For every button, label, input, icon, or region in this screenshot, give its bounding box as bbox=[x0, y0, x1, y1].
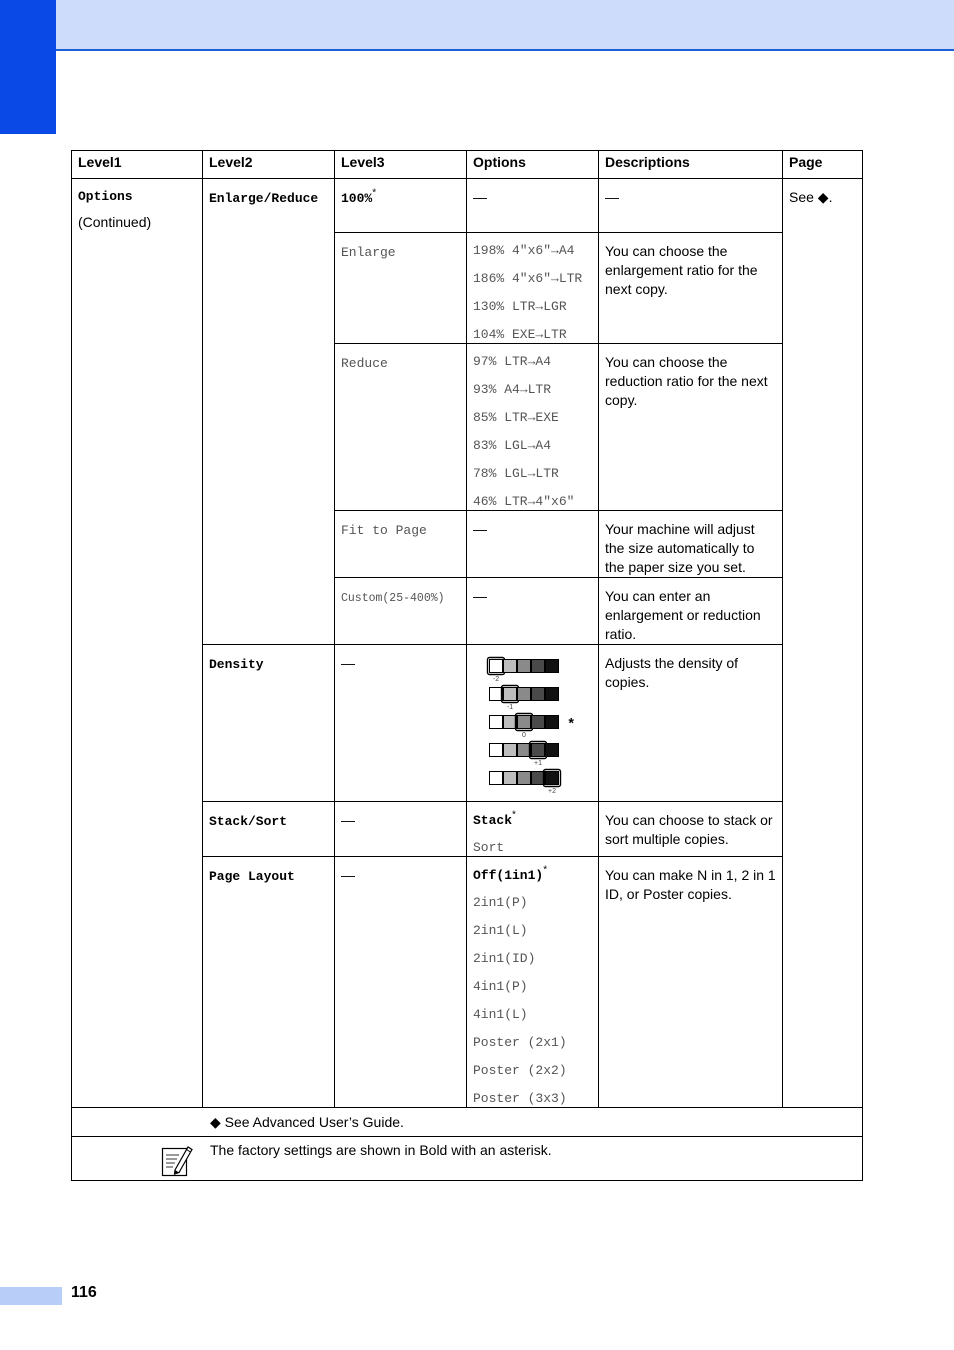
density-level-2 bbox=[490, 686, 559, 712]
options-cell bbox=[467, 802, 599, 857]
desc-cell: You can choose the reduction ratio for the next copy. bbox=[599, 344, 783, 511]
option-item: 93% A4→LTR bbox=[473, 382, 552, 397]
level3-reduce: Reduce bbox=[341, 356, 388, 371]
density-cell bbox=[504, 660, 517, 673]
density-cell bbox=[532, 716, 545, 729]
option-item: 4in1(P) bbox=[473, 979, 528, 994]
density-cell bbox=[490, 688, 503, 701]
density-level-1 bbox=[488, 658, 559, 684]
level3-cell bbox=[335, 802, 467, 857]
density-cell bbox=[490, 716, 503, 729]
level3-100: 100% bbox=[341, 191, 373, 206]
col-header-descriptions: Descriptions bbox=[599, 151, 783, 179]
default-asterisk: * bbox=[372, 187, 377, 199]
density-cell bbox=[546, 716, 559, 729]
desc-dash: — bbox=[605, 189, 619, 205]
option-item: 85% LTR→EXE bbox=[473, 410, 559, 425]
desc-cell: You can choose the enlargement ratio for the next copy. bbox=[599, 233, 783, 344]
level2-page-layout: Page Layout bbox=[209, 869, 295, 884]
density-cell bbox=[504, 772, 517, 785]
density-cell bbox=[518, 744, 531, 757]
option-dash: — bbox=[473, 521, 487, 537]
option-item: 46% LTR→4"x6" bbox=[473, 494, 575, 509]
default-asterisk: * bbox=[512, 809, 516, 821]
density-cell bbox=[504, 688, 517, 701]
level2-density: Density bbox=[209, 657, 264, 672]
header-band bbox=[0, 0, 954, 51]
footer-band bbox=[0, 1287, 62, 1305]
density-cell bbox=[518, 688, 531, 701]
density-label: 0 bbox=[522, 732, 526, 739]
density-level-3 bbox=[490, 714, 576, 740]
level2-enlarge-reduce: Enlarge/Reduce bbox=[209, 191, 319, 206]
option-item: 4in1(L) bbox=[473, 1007, 528, 1022]
settings-table bbox=[71, 150, 863, 1181]
option-dash: — bbox=[473, 588, 487, 604]
density-label: +1 bbox=[534, 760, 542, 767]
density-cell bbox=[532, 772, 545, 785]
level3-cell bbox=[335, 857, 467, 1108]
density-label: +2 bbox=[548, 788, 556, 795]
density-cell bbox=[490, 772, 503, 785]
density-cell bbox=[546, 772, 559, 785]
density-cell bbox=[532, 744, 545, 757]
option-item: Poster (2x1) bbox=[473, 1035, 567, 1050]
level2-cell bbox=[203, 857, 335, 1108]
option-item: 2in1(P) bbox=[473, 895, 528, 910]
level3-cell bbox=[335, 344, 467, 511]
option-item: 130% LTR→LGR bbox=[473, 299, 567, 314]
density-cell bbox=[546, 744, 559, 757]
option-item: 186% 4"x6"→LTR bbox=[473, 271, 583, 286]
option-item: Poster (2x2) bbox=[473, 1063, 567, 1078]
density-label: -2 bbox=[492, 676, 500, 683]
level3-dash: — bbox=[341, 655, 355, 671]
desc-cell: You can make N in 1, 2 in 1 ID, or Poster copies. bbox=[599, 857, 783, 1108]
level3-cell bbox=[335, 233, 467, 344]
option-item bbox=[473, 809, 592, 840]
density-level-5 bbox=[490, 770, 561, 796]
density-cell bbox=[532, 660, 545, 673]
density-cell bbox=[504, 744, 517, 757]
density-cell bbox=[518, 772, 531, 785]
col-header-page: Page bbox=[783, 151, 863, 179]
note-pencil-icon bbox=[160, 1144, 194, 1177]
level3-fit-to-page: Fit to Page bbox=[341, 523, 427, 538]
density-cell bbox=[490, 744, 503, 757]
density-scale-icon bbox=[481, 649, 591, 799]
options-cell bbox=[467, 179, 599, 233]
level3-dash: — bbox=[341, 867, 355, 883]
note-row-advanced bbox=[72, 1108, 863, 1137]
option-item bbox=[473, 864, 592, 895]
options-cell bbox=[467, 857, 599, 1108]
option-stack: Stack bbox=[473, 813, 513, 828]
density-cell bbox=[546, 688, 559, 701]
density-cell bbox=[504, 716, 517, 729]
factory-settings-note bbox=[72, 1137, 863, 1181]
level3-custom: Custom(25-400%) bbox=[341, 592, 445, 605]
level3-cell bbox=[335, 645, 467, 802]
density-level-4 bbox=[490, 742, 559, 768]
level2-stack-sort: Stack/Sort bbox=[209, 814, 288, 829]
col-header-level2: Level2 bbox=[203, 151, 335, 179]
level2-cell bbox=[203, 179, 335, 645]
level1-name: Options bbox=[78, 189, 133, 204]
option-item: 2in1(ID) bbox=[473, 951, 536, 966]
option-item: 104% EXE→LTR bbox=[473, 327, 567, 342]
level3-dash: — bbox=[341, 812, 355, 828]
table-header-row bbox=[72, 151, 863, 179]
density-cell bbox=[518, 716, 531, 729]
note-row-factory bbox=[72, 1137, 863, 1181]
desc-cell: You can choose to stack or sort multiple copies. bbox=[599, 802, 783, 857]
option-off: Off(1in1) bbox=[473, 868, 544, 883]
col-header-level1: Level1 bbox=[72, 151, 203, 179]
page-number: 116 bbox=[71, 1284, 97, 1301]
level2-cell bbox=[203, 645, 335, 802]
desc-cell: Adjusts the density of copies. bbox=[599, 645, 783, 802]
options-cell bbox=[467, 511, 599, 578]
option-item: 2in1(L) bbox=[473, 923, 528, 938]
level1-continued: (Continued) bbox=[78, 214, 152, 230]
density-default-asterisk: * bbox=[567, 717, 576, 733]
col-header-level3: Level3 bbox=[335, 151, 467, 179]
desc-cell: Your machine will adjust the size automatically to the paper size you set. bbox=[599, 511, 783, 578]
level2-cell bbox=[203, 802, 335, 857]
option-item: Poster (3x3) bbox=[473, 1091, 567, 1106]
chapter-tab bbox=[0, 0, 56, 134]
col-header-options: Options bbox=[467, 151, 599, 179]
option-item: 78% LGL→LTR bbox=[473, 466, 559, 481]
option-dash: — bbox=[473, 189, 487, 205]
advanced-guide-note: ◆ See Advanced User’s Guide. bbox=[72, 1108, 863, 1137]
option-item: 97% LTR→A4 bbox=[473, 354, 552, 369]
level3-cell bbox=[335, 578, 467, 645]
options-cell bbox=[467, 645, 599, 802]
density-cell bbox=[532, 688, 545, 701]
option-item: 83% LGL→A4 bbox=[473, 438, 552, 453]
desc-cell bbox=[599, 179, 783, 233]
option-item: 198% 4"x6"→A4 bbox=[473, 243, 575, 258]
level3-cell bbox=[335, 179, 467, 233]
options-cell bbox=[467, 344, 599, 511]
level3-enlarge: Enlarge bbox=[341, 245, 396, 260]
desc-cell: You can enter an enlargement or reduction ratio. bbox=[599, 578, 783, 645]
level3-cell bbox=[335, 511, 467, 578]
factory-note-text: The factory settings are shown in Bold with an asterisk. bbox=[210, 1142, 552, 1158]
density-cell bbox=[518, 660, 531, 673]
page-reference: See ◆. bbox=[789, 189, 833, 205]
density-label: -1 bbox=[506, 704, 514, 711]
level1-cell bbox=[72, 179, 203, 1108]
table-row bbox=[72, 179, 863, 233]
page-cell bbox=[783, 179, 863, 1108]
density-cell bbox=[546, 660, 559, 673]
density-cell bbox=[490, 660, 503, 673]
option-item: Sort bbox=[473, 840, 505, 855]
options-cell bbox=[467, 578, 599, 645]
default-asterisk: * bbox=[543, 864, 548, 876]
options-cell bbox=[467, 233, 599, 344]
